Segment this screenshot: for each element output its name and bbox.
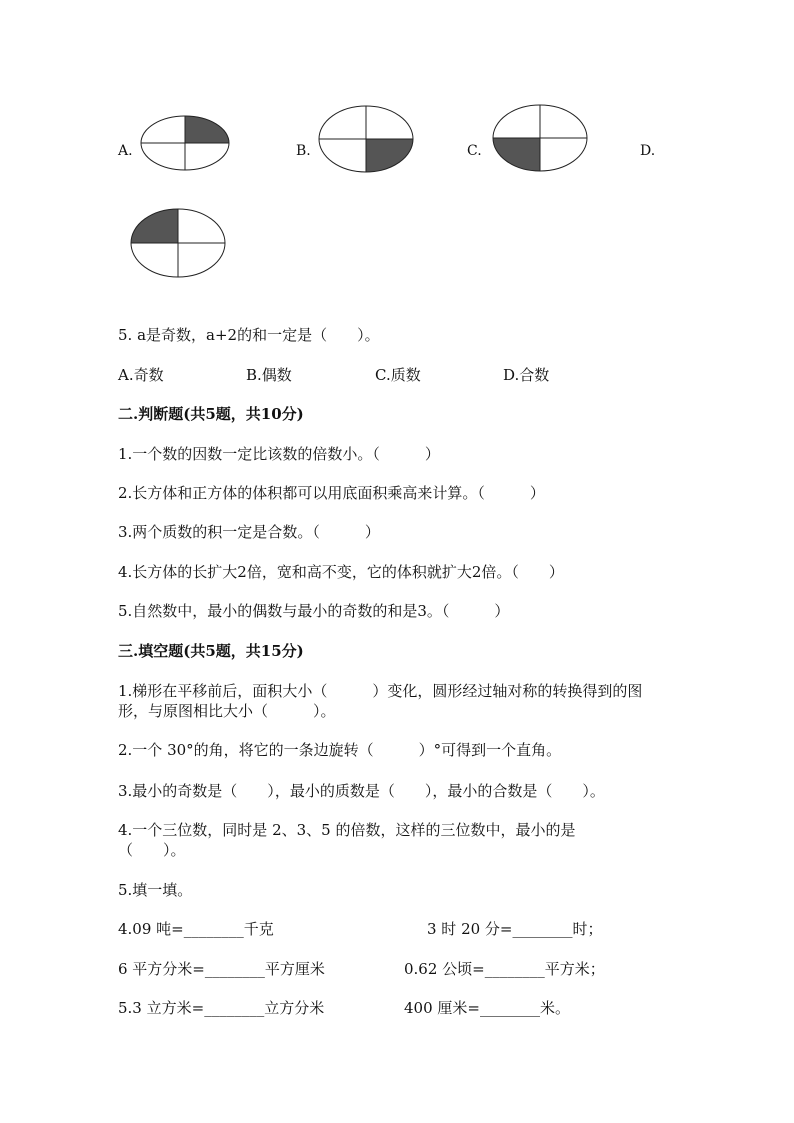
judge-item-3: 3.两个质数的积一定是合数。（ ） (118, 523, 380, 541)
q5-option-b: B.偶数 (246, 366, 292, 384)
fill-q2: 2.一个 30°的角，将它的一条边旋转（ ）°可得到一个直角。 (118, 741, 562, 759)
q5-option-c: C.质数 (375, 366, 421, 384)
fill-q4-line2: （ ）。 (118, 841, 186, 859)
judge-item-4: 4.长方体的长扩大2倍，宽和高不变，它的体积就扩大2倍。（ ） (118, 563, 564, 581)
option-d-figure (130, 208, 226, 278)
option-a-figure (140, 113, 230, 173)
section-2-title: 二.判断题(共5题，共10分) (118, 405, 304, 423)
judge-item-5: 5.自然数中，最小的偶数与最小的奇数的和是3。（ ） (118, 602, 510, 620)
option-c-label: C. (467, 143, 482, 159)
question-5-stem: 5. a是奇数，a+2的和一定是（ ）。 (118, 326, 380, 344)
fill-q5: 5.填一填。 (118, 881, 193, 899)
judge-item-1: 1.一个数的因数一定比该数的倍数小。（ ） (118, 445, 440, 463)
fill-row-2-left: 6 平方分米=________平方厘米 (118, 960, 325, 978)
option-a-label: A. (118, 143, 133, 159)
shaded-quarter (366, 139, 413, 172)
shaded-quarter (131, 209, 178, 243)
fill-row-3-right: 400 厘米=________米。 (404, 999, 570, 1017)
shaded-quarter (493, 138, 540, 171)
fill-row-1-left: 4.09 吨=________千克 (118, 920, 274, 938)
fill-row-1-right: 3 时 20 分=________时； (427, 920, 603, 938)
option-c-figure (492, 103, 588, 173)
fill-q3: 3.最小的奇数是（ ），最小的质数是（ ），最小的合数是（ ）。 (118, 782, 605, 800)
fill-q1-line2: 形，与原图相比大小（ ）。 (118, 702, 336, 720)
option-d-label: D. (640, 143, 656, 159)
fill-q4-line1: 4.一个三位数，同时是 2、3、5 的倍数，这样的三位数中，最小的是 (118, 821, 576, 839)
fill-row-2-right: 0.62 公顷=________平方米； (404, 960, 605, 978)
fill-q1-line1: 1.梯形在平移前后，面积大小（ ）变化，圆形经过轴对称的转换得到的图 (118, 682, 643, 700)
q5-option-d: D.合数 (503, 366, 550, 384)
q5-option-a: A.奇数 (118, 366, 164, 384)
option-b-figure (318, 104, 414, 174)
section-3-title: 三.填空题(共5题，共15分) (118, 642, 304, 660)
fill-row-3-left: 5.3 立方米=________立方分米 (118, 999, 325, 1017)
option-b-label: B. (296, 143, 311, 159)
judge-item-2: 2.长方体和正方体的体积都可以用底面积乘高来计算。（ ） (118, 484, 545, 502)
